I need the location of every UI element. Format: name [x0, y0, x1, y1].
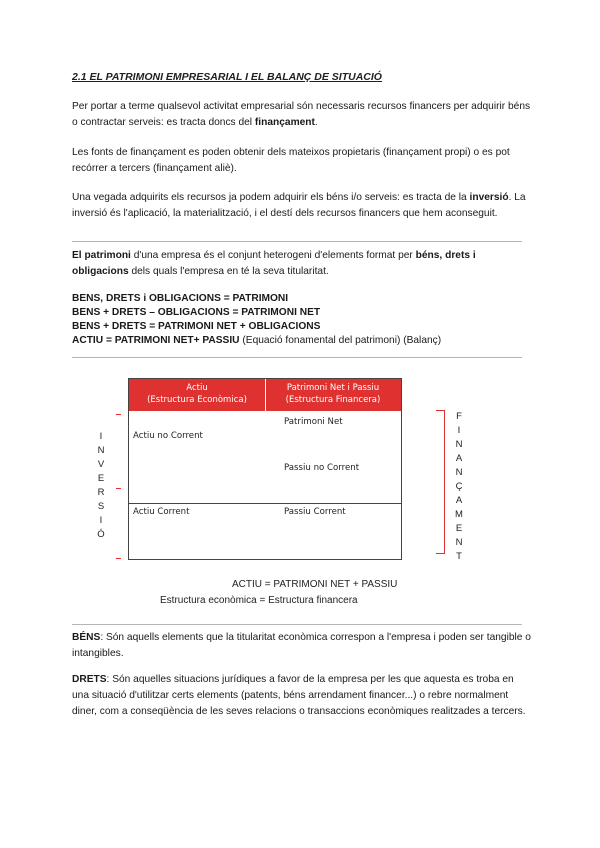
- header-passiu-subtitle: (Estructura Financera): [285, 395, 381, 405]
- vertical-letter: F: [456, 411, 462, 422]
- vertical-letter: N: [455, 439, 463, 450]
- equation-4-note: (Equació fonamental del patrimoni) (Balanç): [239, 335, 442, 346]
- financing-text: Per portar a terme qualsevol activitat empresarial són necessaris recursos financers per adquirir béns o contractar serveis: es tracta doncs del: [72, 101, 531, 128]
- vertical-letter: R: [97, 487, 105, 498]
- investment-term: inversió: [469, 192, 509, 203]
- divider: [72, 624, 522, 625]
- header-actiu-title: Actiu: [186, 383, 208, 393]
- drets-paragraph: [72, 672, 532, 720]
- vertical-letter: Ó: [97, 529, 105, 540]
- patrimoni-end: dels quals l'empresa en té la seva titularitat.: [128, 266, 329, 277]
- vertical-letter: M: [455, 509, 463, 520]
- investment-text: Una vegada adquirits els recursos ja podem adquirir els béns i/o serveis: es tracta de la: [72, 192, 470, 203]
- financament-bracket: [436, 410, 445, 554]
- header-actiu: [129, 382, 265, 406]
- balance-sheet-diagram: [72, 368, 472, 612]
- balance-table: [128, 378, 402, 560]
- funding-sources-paragraph: Les fonts de finançament es poden obtenir dels mateixos propietaris (finançament propi) o es pot recórrer a tercers (finançament aliè).: [72, 147, 510, 174]
- investment-end: . La inversió és l'aplicació, la materialització, i el destí dels recursos financers que hem aconseguit.: [72, 192, 526, 219]
- inversio-vertical-label: [94, 430, 108, 542]
- vertical-letter: A: [455, 495, 463, 506]
- bens-paragraph: [72, 630, 532, 662]
- financing-end: .: [314, 117, 318, 128]
- patrimoni-mid: d'una empresa és el conjunt heterogeni d'elements format per: [130, 250, 416, 261]
- drets-label: DRETS: [72, 674, 107, 685]
- actiu-no-corrent: Actiu no Corrent: [133, 431, 203, 441]
- bens-text: : Són aquells elements que la titularitat econòmica correspon a l'empresa i poden ser tangible o intangibles.: [72, 632, 531, 659]
- diagram-equation-1: ACTIU = PATRIMONI NET + PASSIU: [232, 579, 398, 590]
- equation-4: [72, 334, 441, 348]
- vertical-letter: I: [99, 431, 103, 442]
- row-divider: [129, 503, 401, 504]
- divider: [72, 241, 522, 242]
- header-passiu: [265, 382, 401, 406]
- vertical-letter: S: [97, 501, 105, 512]
- inversio-tick-mid: [116, 488, 121, 489]
- inversio-tick-top: [116, 414, 121, 415]
- vertical-letter: Ç: [455, 481, 463, 492]
- section-title: 2.1 EL PATRIMONI EMPRESARIAL I EL BALANÇ DE SITUACIÓ: [72, 71, 382, 83]
- column-divider: [265, 379, 266, 559]
- vertical-letter: A: [455, 453, 463, 464]
- patrimoni-paragraph: [72, 248, 532, 280]
- equation-1: BENS, DRETS i OBLIGACIONS = PATRIMONI: [72, 293, 289, 304]
- passiu-no-corrent: Passiu no Corrent: [284, 463, 360, 473]
- passiu-corrent: Passiu Corrent: [284, 507, 346, 517]
- elements-term: béns, drets i obligacions: [72, 250, 476, 277]
- financament-vertical-label: [452, 410, 466, 564]
- equation-4-main: ACTIU = PATRIMONI NET+ PASSIU: [72, 335, 240, 346]
- equation-2: BENS + DRETS – OBLIGACIONS = PATRIMONI NET: [72, 307, 321, 318]
- inversio-tick-bottom: [116, 558, 121, 559]
- divider: [72, 357, 522, 358]
- vertical-letter: T: [456, 551, 462, 562]
- equation-3: BENS + DRETS = PATRIMONI NET + OBLIGACIONS: [72, 321, 321, 332]
- investment-paragraph: [72, 190, 532, 222]
- vertical-letter: V: [97, 459, 105, 470]
- financing-paragraph: [72, 99, 532, 131]
- header-passiu-title: Patrimoni Net i Passiu: [286, 383, 380, 393]
- header-actiu-subtitle: (Estructura Econòmica): [147, 395, 247, 405]
- diagram-equation-2: Estructura econòmica = Estructura financera: [160, 595, 358, 606]
- patrimoni-term: El patrimoni: [72, 250, 131, 261]
- financing-term: finançament: [254, 117, 315, 128]
- vertical-letter: N: [97, 445, 105, 456]
- patrimoni-net: Patrimoni Net: [284, 417, 343, 427]
- vertical-letter: N: [455, 537, 463, 548]
- vertical-letter: N: [455, 467, 463, 478]
- bens-label: BÉNS: [72, 632, 101, 643]
- vertical-letter: E: [455, 523, 463, 534]
- actiu-corrent: Actiu Corrent: [133, 507, 190, 517]
- drets-text: : Són aquelles situacions jurídiques a favor de la empresa per les que aquesta es troba en una situació d'utilitzar certs elements (patents, béns arrendament financer...) o rebre normalment diner, com a conseqüència de les seves relacions o transaccions econòmiques realitzades a tercers.: [72, 674, 526, 717]
- vertical-letter: E: [97, 473, 105, 484]
- vertical-letter: I: [457, 425, 461, 436]
- vertical-letter: I: [99, 515, 103, 526]
